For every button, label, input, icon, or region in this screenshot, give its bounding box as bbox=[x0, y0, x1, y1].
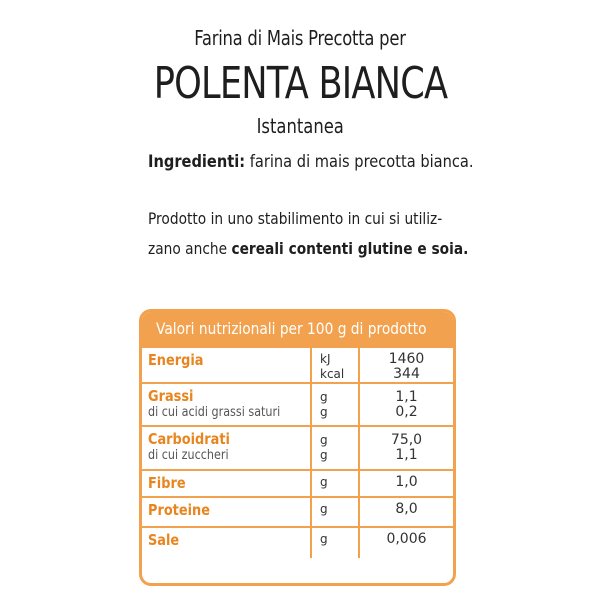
nutrient-name: Carboidrati bbox=[148, 430, 230, 448]
nutrition-row-fat bbox=[142, 382, 453, 425]
nutrient-subname: di cui acidi grassi saturi bbox=[148, 405, 281, 420]
nutrition-row-carbohydrates bbox=[142, 425, 453, 469]
product-subtitle: Farina di Mais Precotta per bbox=[194, 26, 406, 50]
nutrition-row-salt bbox=[142, 526, 453, 558]
nutrient-unit: kJ bbox=[320, 352, 331, 366]
ingredients-statement bbox=[148, 152, 527, 172]
nutrient-unit: g bbox=[320, 475, 328, 489]
allergen-line-1: Prodotto in uno stabilimento in cui si utiliz- bbox=[148, 209, 443, 228]
nutrient-name: Sale bbox=[148, 531, 180, 549]
nutrition-table-header: Valori nutrizionali per 100 g di prodotto bbox=[142, 312, 453, 346]
nutrient-value: 1460 bbox=[388, 351, 425, 367]
nutrition-table bbox=[139, 309, 456, 586]
nutrient-value: 0,2 bbox=[395, 404, 418, 420]
allergen-statement bbox=[148, 204, 520, 264]
nutrient-unit: g bbox=[320, 390, 328, 404]
nutrient-value: 1,0 bbox=[395, 474, 418, 490]
nutrient-value: 75,0 bbox=[390, 432, 423, 448]
ingredients-label: Ingredienti: bbox=[148, 152, 246, 172]
nutrition-row-protein bbox=[142, 496, 453, 526]
nutrition-row-energy bbox=[142, 346, 453, 382]
product-title: POLENTA BIANCA bbox=[153, 58, 447, 109]
nutrient-value: 1,1 bbox=[395, 389, 418, 405]
ingredients-text: farina di mais precotta bianca. bbox=[245, 152, 474, 172]
nutrient-name: Energia bbox=[148, 351, 204, 369]
product-variant: Istantanea bbox=[256, 114, 344, 138]
allergen-line-2: zano anche bbox=[148, 239, 232, 258]
nutrient-name: Fibre bbox=[148, 474, 186, 492]
nutrient-unit: g bbox=[320, 433, 328, 447]
nutrient-name: Proteine bbox=[148, 501, 210, 519]
nutrient-value: 344 bbox=[393, 366, 420, 382]
nutrient-value: 0,006 bbox=[386, 531, 427, 547]
nutrient-unit: kcal bbox=[320, 367, 345, 381]
nutrient-subname: di cui zuccheri bbox=[148, 448, 229, 463]
nutrient-unit: g bbox=[320, 405, 328, 419]
nutrient-name: Grassi bbox=[148, 387, 194, 405]
nutrient-value: 1,1 bbox=[395, 447, 418, 463]
allergen-highlight: cereali contenti glutine e soia. bbox=[231, 239, 469, 258]
nutrient-value: 8,0 bbox=[395, 501, 418, 517]
nutrient-unit: g bbox=[320, 448, 328, 462]
nutrient-unit: g bbox=[320, 532, 328, 546]
nutrition-row-fibre bbox=[142, 469, 453, 496]
nutrient-unit: g bbox=[320, 502, 328, 516]
